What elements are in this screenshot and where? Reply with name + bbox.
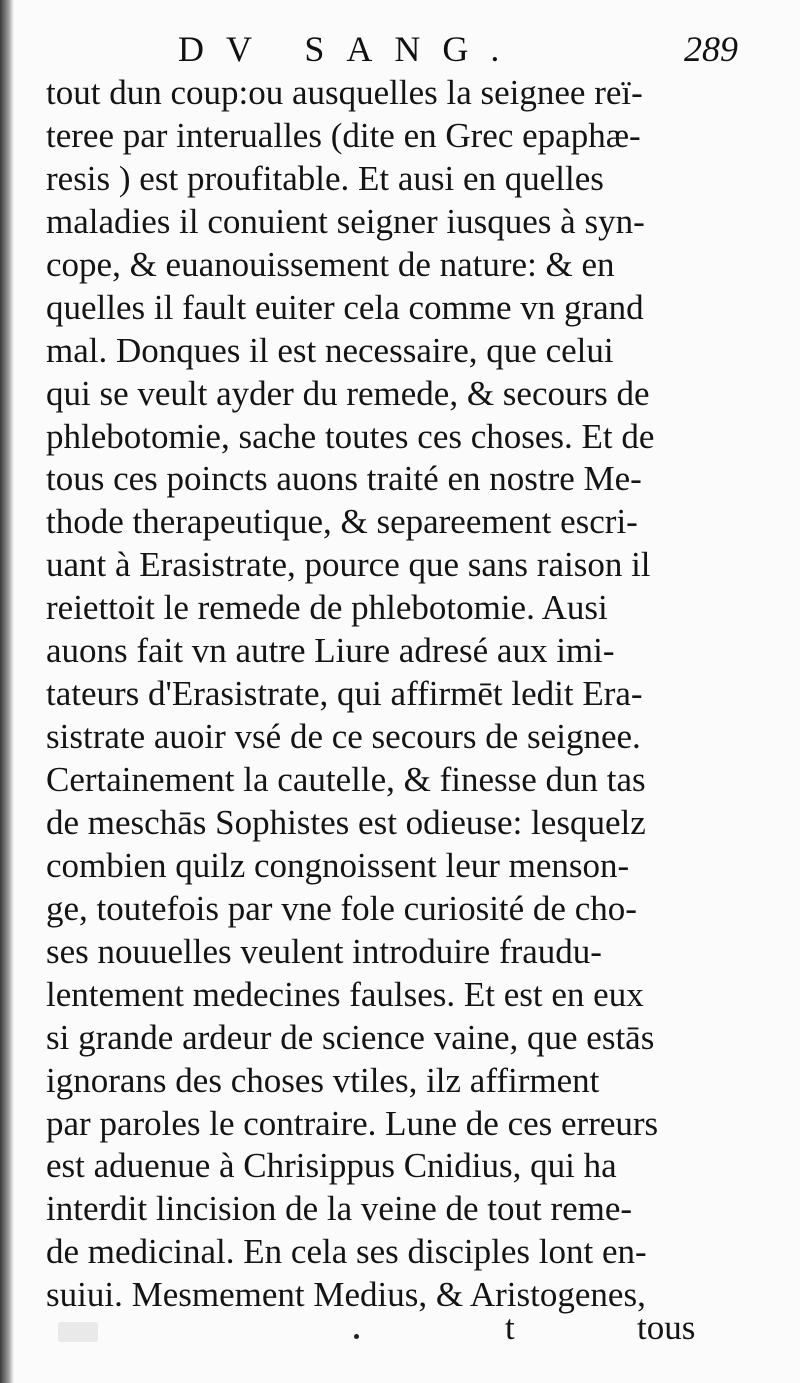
text-line: reiettoit le remede de phlebotomie. Ausi	[46, 588, 608, 628]
text-line: tous ces poincts auons traité en nostre Me-	[46, 459, 642, 499]
text-line: mal. Donques il est necessaire, que celui	[46, 330, 614, 370]
text-line: uant à Erasistrate, pource que sans raison il	[46, 545, 651, 585]
text-line: interdit lincision de la veine de tout reme-	[46, 1189, 633, 1229]
text-line: si grande ardeur de science vaine, que estās	[46, 1017, 655, 1057]
text-line: phlebotomie, sache toutes ces choses. Et de	[46, 416, 655, 456]
bleed-through-mark	[58, 1322, 98, 1342]
text-line: thode therapeutique, & separeement escri-	[46, 502, 638, 542]
text-line: cope, & euanouissement de nature: & en	[46, 244, 615, 284]
text-line: maladies il conuient seigner iusques à syn-	[46, 201, 645, 241]
text-line: Certainement la cautelle, & finesse dun tas	[46, 760, 646, 799]
text-line: quelles il fault euiter cela comme vn grand	[46, 287, 644, 327]
text-line: qui se veult ayder du remede, & secours de	[46, 373, 650, 413]
text-line: ses nouuelles veulent introduire fraudu-	[46, 931, 602, 971]
text-line: est aduenue à Chrisippus Cnidius, qui ha	[46, 1146, 617, 1186]
text-line: par paroles le contraire. Lune de ces erreurs	[46, 1103, 659, 1143]
text-line: combien quilz congnoissent leur menson-	[46, 845, 630, 885]
text-line: de medicinal. En cela ses disciples lont en-	[46, 1232, 647, 1272]
page-number: 289	[684, 29, 738, 69]
text-line: sistrate auoir vsé de ce secours de seignee.	[46, 717, 641, 757]
catchword: tous	[637, 1308, 696, 1347]
text-line: tateurs d'Erasistrate, qui affirmēt ledit Era-	[46, 674, 643, 714]
text-line: ge, toutefois par vne fole curiosité de cho-	[46, 888, 637, 928]
text-line: ignorans des choses vtiles, ilz affirment	[46, 1060, 600, 1100]
text-line: de meschās Sophistes est odieuse: lesquelz	[46, 802, 646, 842]
text-line: teree par interualles (dite en Grec epaphæ-	[46, 115, 641, 155]
body-text	[46, 72, 720, 1317]
signature-mark: t	[505, 1308, 515, 1347]
text-line: tout dun coup:ou ausquelles la seignee reï-	[46, 73, 643, 112]
text-line: suiui. Mesmement Medius, & Aristogenes,	[46, 1275, 646, 1315]
text-line: lentement medecines faulses. Et est en eux	[46, 974, 644, 1014]
text-line: resis ) est proufitable. Et ausi en quelles	[46, 158, 604, 198]
text-line: auons fait vn autre Liure adresé aux imi-	[46, 631, 615, 671]
page-footer	[0, 1308, 800, 1352]
running-head: DV SANG.	[178, 29, 522, 69]
page-gutter-shadow	[0, 0, 14, 1383]
ink-speck	[354, 1334, 359, 1339]
